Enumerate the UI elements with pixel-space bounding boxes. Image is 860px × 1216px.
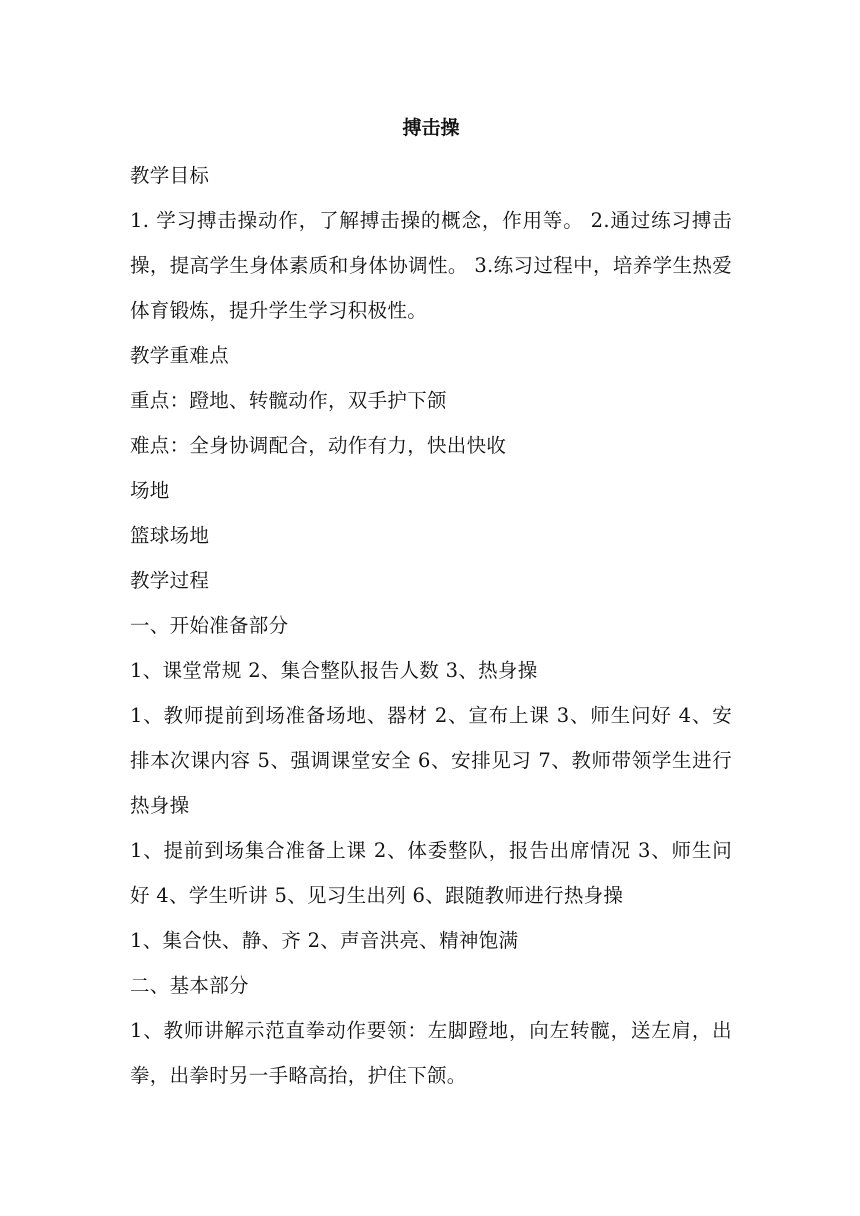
heading-teaching-goals: 教学目标 [130,164,210,187]
document-title: 搏击操 [402,117,460,139]
paragraph-preparation-content: 1、课堂常规 2、集合整队报告人数 3、热身操 [130,659,538,682]
paragraph-teaching-goals: 1. 学习搏击操动作，了解搏击操的概念，作用等。 2.通过练习搏击操，提高学生身体素质和身体协调性。 3.练习过程中，培养学生热爱体育锻炼，提升学生学习积极性。 [130,209,732,322]
heading-venue: 场地 [130,479,170,502]
heading-key-difficulties: 教学重难点 [130,344,230,367]
heading-basic-part: 二、基本部分 [130,974,249,997]
paragraph-key-points: 重点：蹬地、转髋动作，双手护下颌 [130,389,447,412]
heading-teaching-process: 教学过程 [130,569,210,592]
paragraph-difficulties: 难点：全身协调配合，动作有力，快出快收 [130,434,507,457]
heading-preparation-part: 一、开始准备部分 [130,614,289,637]
paragraph-venue: 篮球场地 [130,524,210,547]
paragraph-straight-punch: 1、教师讲解示范直拳动作要领：左脚蹬地，向左转髋，送左肩，出拳，出拳时另一手略高抬，护住下颌。 [130,1019,732,1087]
paragraph-student-activities: 1、提前到场集合准备上课 2、体委整队，报告出席情况 3、师生问好 4、学生听讲 5、见习生出列 6、跟随教师进行热身操 [130,839,732,907]
paragraph-teacher-activities: 1、教师提前到场准备场地、器材 2、宣布上课 3、师生问好 4、安排本次课内容 5、强调课堂安全 6、安排见习 7、教师带领学生进行热身操 [130,704,732,817]
paragraph-requirements: 1、集合快、静、齐 2、声音洪亮、精神饱满 [130,929,519,952]
document-page [130,113,732,1098]
